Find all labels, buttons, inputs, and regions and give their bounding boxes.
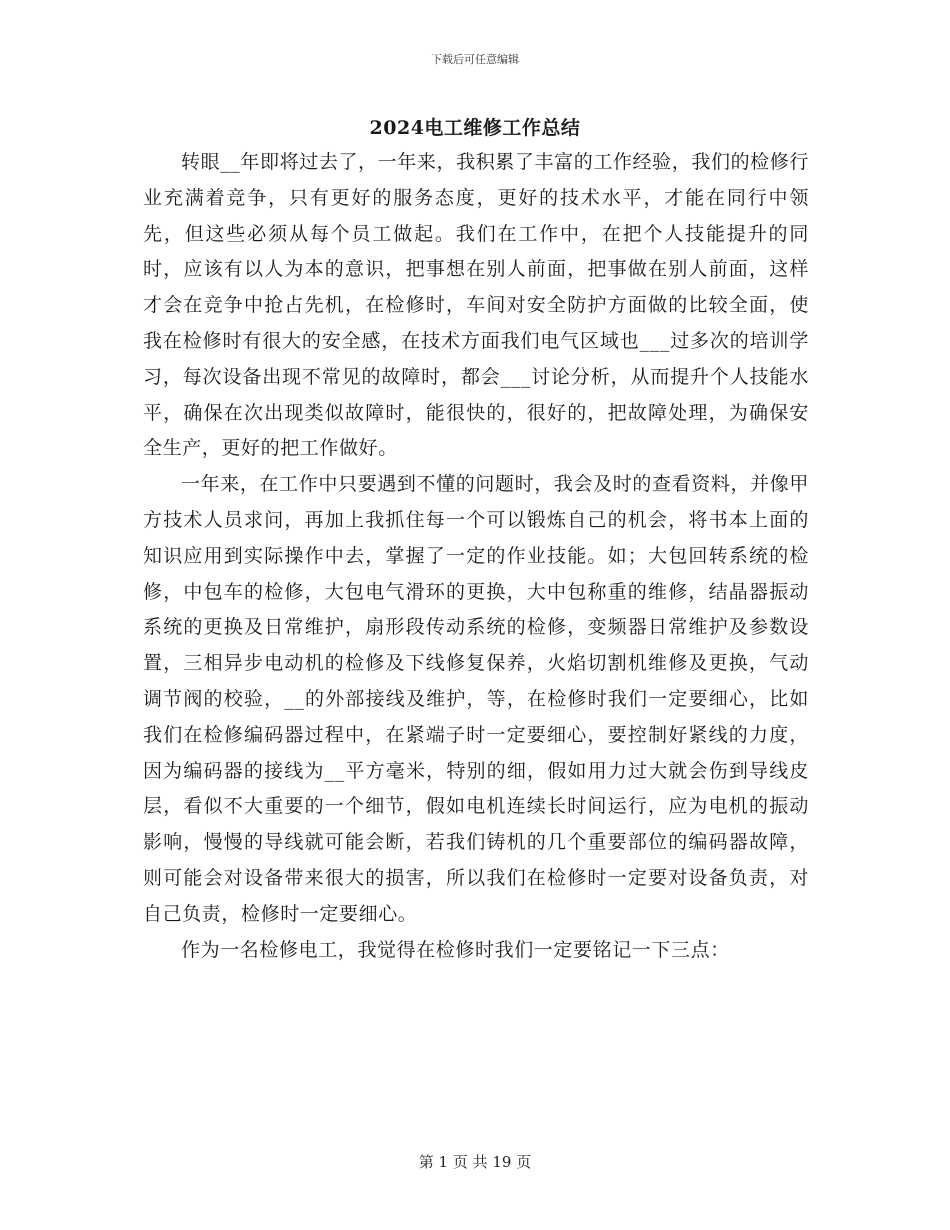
page-number-footer: 第 1 页 共 19 页 [418, 1153, 532, 1171]
paragraph-2: 一年来，在工作中只要遇到不懂的问题时，我会及时的查看资料，并像甲方技术人员求问，再加上我抓住每一个可以锻炼自己的机会，将书本上面的知识应用到实际操作中去，掌握了一定的作业技能。如；大包回转系统的检修，中包车的检修，大包电气滑环的更换，大中包称重的维修，结晶器振动系统的更换及日常维护，扇形段传动系统的检修，变频器日常维护及参数设置，三相异步电动机的检修及下线修复保养，火焰切割机维修及更换，气动调节阀的校验，__的外部接线及维护，等，在检修时我们一定要细心，比如我们在检修编码器过程中，在紧端子时一定要细心，要控制好紧线的力度，因为编码器的接线为__平方毫米，特别的细，假如用力过大就会伤到导线皮层，看似不大重要的一个细节，假如电机连续长时间运行，应为电机的振动影响，慢慢的导线就可能会断，若我们铸机的几个重要部位的编码器故障，则可能会对设备带来很大的损害，所以我们在检修时一定要对设备负责，对自己负责，检修时一定要细心。 [143, 473, 809, 925]
paragraph-3: 作为一名检修电工，我觉得在检修时我们一定要铭记一下三点： [181, 938, 730, 961]
document-title: 2024电工维修工作总结 [369, 117, 581, 139]
document-body [143, 145, 809, 968]
paragraph-1: 转眼__年即将过去了，一年来，我积累了丰富的工作经验，我们的检修行业充满着竞争，只有更好的服务态度，更好的技术水平，才能在同行中领先，但这些必须从每个员工做起。我们在工作中，在把个人技能提升的同时，应该有以人为本的意识，把事想在别人前面，把事做在别人前面，这样才会在竞争中抢占先机，在检修时，车间对安全防护方面做的比较全面，使我在检修时有很大的安全感，在技术方面我们电气区域也___过多次的培训学习，每次设备出现不常见的故障时，都会___讨论分析，从而提升个人技能水平，确保在次出现类似故障时，能很快的，很好的，把故障处理，为确保安全生产，更好的把工作做好。 [143, 151, 809, 460]
page-header-note: 下载后可任意编辑 [431, 53, 519, 66]
